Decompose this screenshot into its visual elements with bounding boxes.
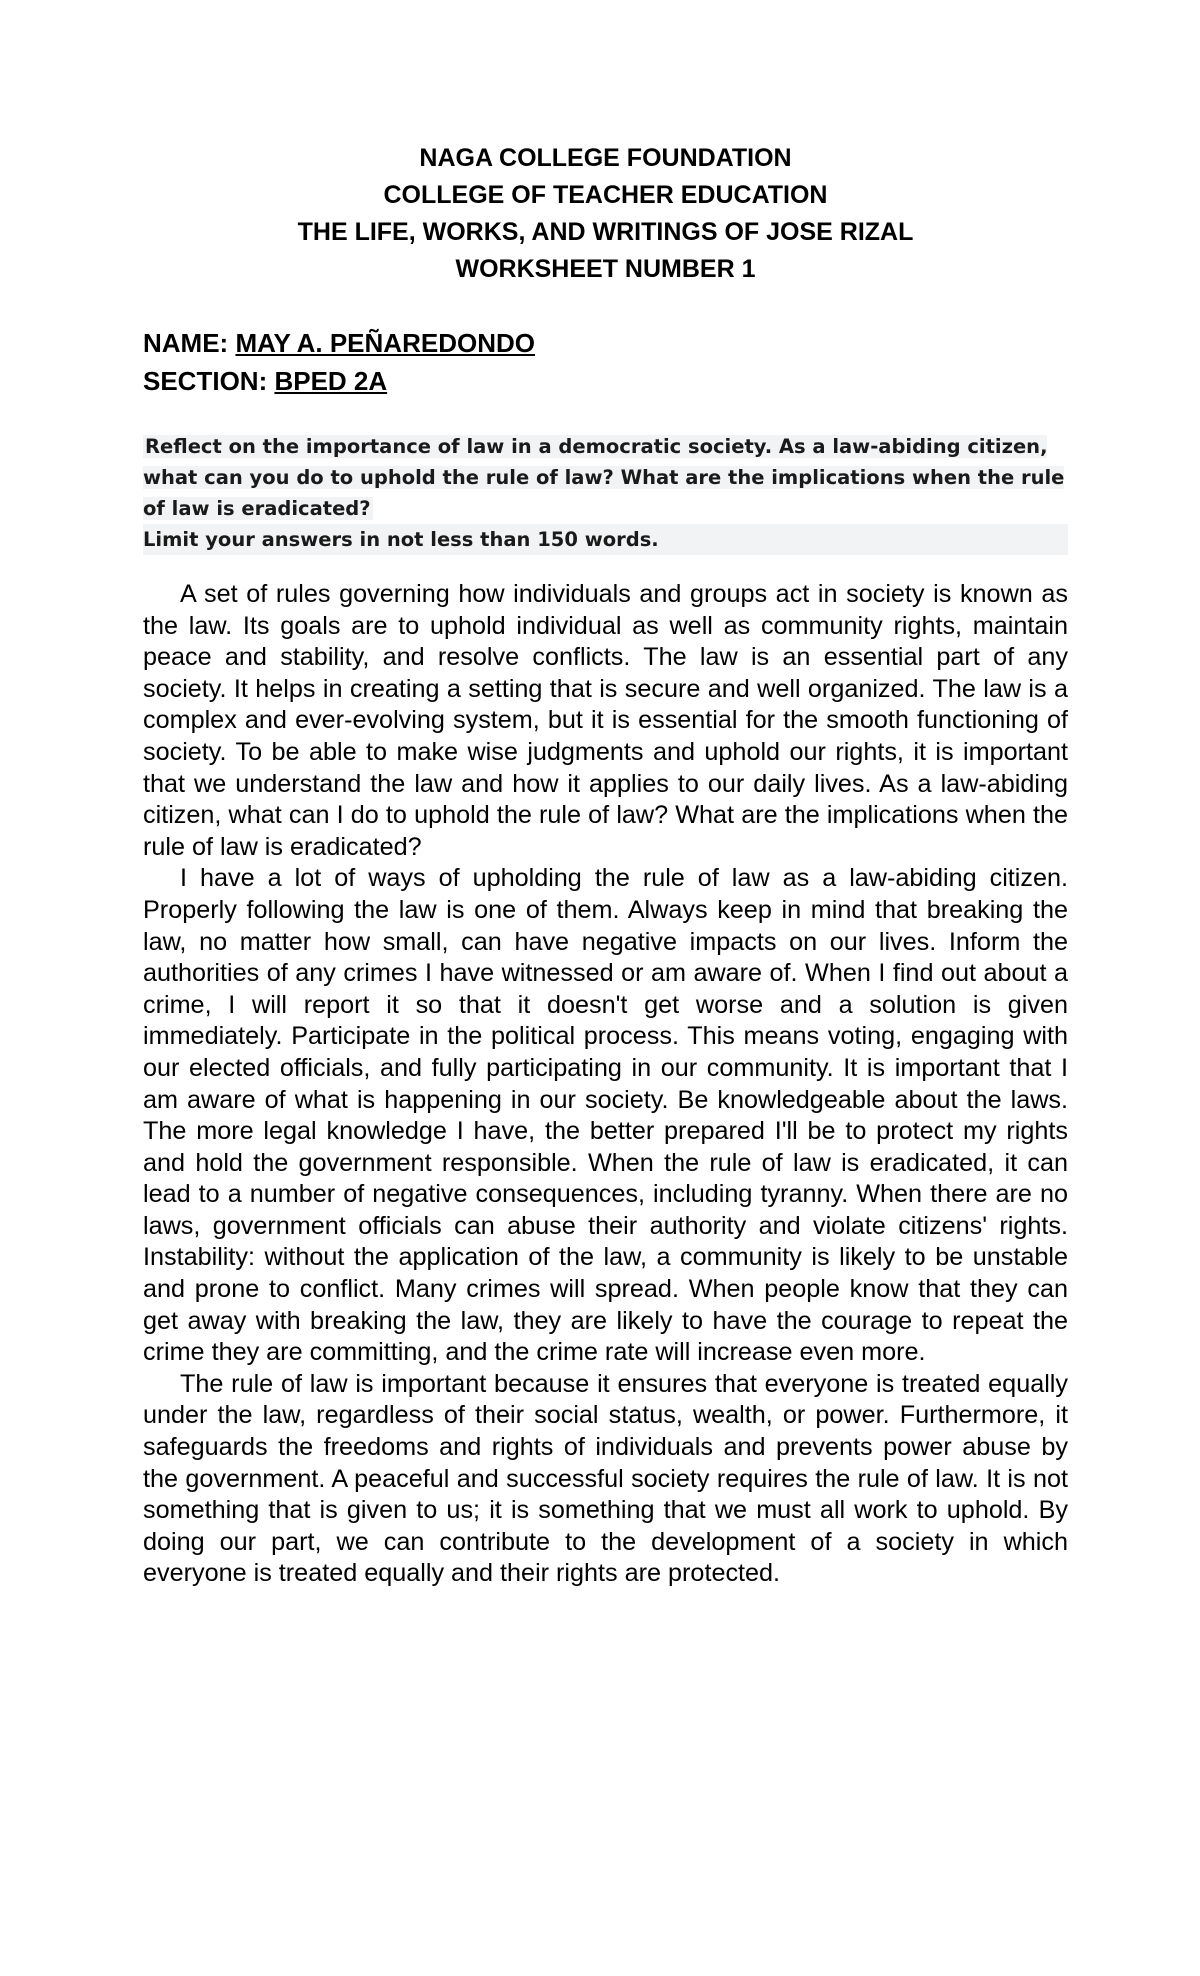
essay-paragraph: I have a lot of ways of upholding the rule of law as a law-abiding citizen. Properly following the law is one of them. Always keep in mind that breaking the law, no matter how small, can have negative impacts on our lives. Inform the authorities of any crimes I have witnessed or am aware of. When I find out about a crime, I will report it so that it doesn't get worse and a solution is given immediately. Participate in the political process. This means voting, engaging with our elected officials, and fully participating in our community. It is important that I am aware of what is happening in our society. Be knowledgeable about the laws. The more legal knowledge I have, the better prepared I'll be to protect my rights and hold the government responsible. When the rule of law is eradicated, it can lead to a number of negative consequences, including tyranny. When there are no laws, government officials can abuse their authority and violate citizens' rights. Instability: without the application of the law, a community is likely to be unstable and prone to conflict. Many crimes will spread. When people know that they can get away with breaking the law, they are likely to have the courage to repeat the crime they are committing, and the crime rate will increase even more. (143, 864, 1068, 1367)
school-name: NAGA COLLEGE FOUNDATION (419, 144, 792, 172)
name-value: MAY A. PEÑAREDONDO (235, 328, 535, 358)
college-name: COLLEGE OF TEACHER EDUCATION (383, 181, 828, 209)
section-label: SECTION: (143, 366, 275, 396)
prompt-question: Reflect on the importance of law in a democratic society. As a law-abiding citizen, what can you do to uphold the rule of law? What are the implications when the rule of law is eradicated? (143, 435, 1065, 520)
essay-paragraph: A set of rules governing how individuals and groups act in society is known as the law. Its goals are to uphold individual as well as community rights, maintain peace and stability, and resolve conflicts. The law is an essential part of any society. It helps in creating a setting that is secure and well organized. The law is a complex and ever-evolving system, but it is essential for the smooth functioning of society. To be able to make wise judgments and uphold our rights, it is important that we understand the law and how it applies to our daily lives. As a law-abiding citizen, what can I do to uphold the rule of law? What are the implications when the rule of law is eradicated? (143, 580, 1068, 861)
essay-paragraph: The rule of law is important because it ensures that everyone is treated equally under the law, regardless of their social status, wealth, or power. Furthermore, it safeguards the freedoms and rights of individuals and prevents power abuse by the government. A peaceful and successful society requires the rule of law. It is not something that is given to us; it is something that we must all work to uphold. By doing our part, we can contribute to the development of a society in which everyone is treated equally and their rights are protected. (143, 1369, 1068, 1588)
essay-body (143, 579, 1068, 1590)
course-title: THE LIFE, WORKS, AND WRITINGS OF JOSE RIZAL (297, 218, 914, 246)
section-value: BPED 2A (274, 366, 388, 396)
name-label: NAME: (143, 328, 236, 358)
worksheet-page (143, 140, 1068, 1590)
prompt-limit: Limit your answers in not less than 150 words. (143, 524, 1068, 555)
name-row (143, 324, 1068, 362)
section-row (143, 362, 1068, 400)
worksheet-prompt (143, 431, 1068, 555)
document-header (143, 140, 1068, 288)
worksheet-title: WORKSHEET NUMBER 1 (455, 255, 756, 283)
student-info (143, 324, 1068, 400)
